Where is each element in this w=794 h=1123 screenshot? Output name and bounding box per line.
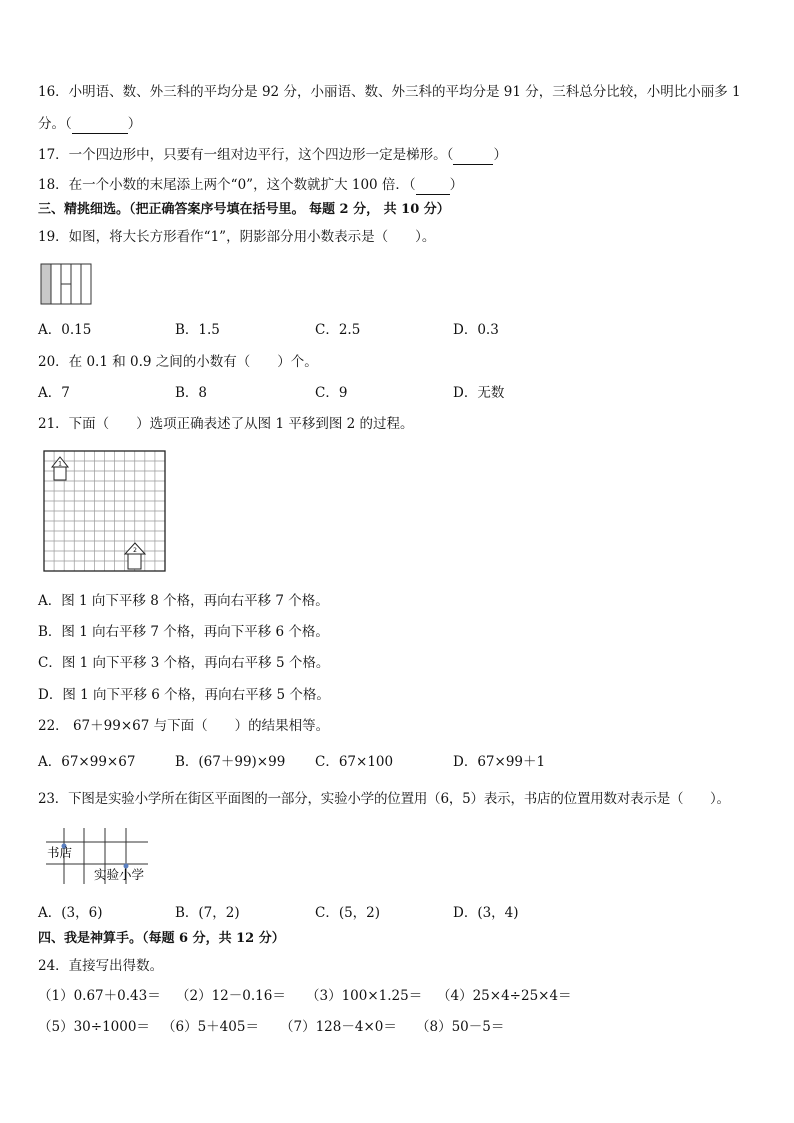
q24-item-3[interactable]: （3）100×1.25＝ [306,988,423,1004]
section-4-heading: 四、我是神算手。（每题 6 分，共 12 分） [38,931,285,946]
q17-text: 17．一个四边形中，只要有一组对边平行，这个四边形一定是梯形。（ [38,147,454,163]
figure-2-label: 2 [133,547,137,554]
bookstore-label: 书店 [47,845,73,860]
q21-option-d[interactable]: D．图 1 向下平移 6 个格，再向右平移 5 个格。 [38,687,330,703]
q20-option-a[interactable]: A．7 [38,385,70,401]
q17 [38,146,507,165]
q21-stem: 21．下面（ ）选项正确表述了从图 1 平移到图 2 的过程。 [38,416,414,432]
q19-option-c[interactable]: C．2.5 [315,322,361,338]
q16-prefix: 分。（ [38,116,72,132]
q21-option-b[interactable]: B．图 1 向右平移 7 个格，再向下平移 6 个格。 [38,624,329,640]
q17-suffix: ） [493,147,507,163]
answer-blank[interactable] [72,115,128,134]
school-label: 实验小学 [94,867,145,882]
q23-option-d[interactable]: D．(3，4) [453,905,519,921]
figure-1-label: 1 [58,460,62,468]
q18-text: 18．在一个小数的末尾添上两个“0”，这个数就扩大 100 倍．（ [38,177,416,193]
answer-blank[interactable] [453,146,493,165]
q18 [38,176,463,195]
figure-2-house [125,543,145,569]
q21-grid-figure [42,449,168,573]
shaded-strip [41,264,51,304]
q16-suffix: ） [127,116,142,132]
q21-option-a[interactable]: A．图 1 向下平移 8 个格，再向右平移 7 个格。 [38,593,329,609]
section-3-heading: 三、精挑细选。（把正确答案序号填在括号里。 每题 2 分， 共 10 分） [38,202,450,217]
q24-item-2[interactable]: （2）12－0.16＝ [176,988,286,1004]
q18-suffix: ） [449,177,464,193]
q22-option-a[interactable]: A．67×99×67 [38,754,136,770]
answer-blank[interactable] [416,176,450,195]
q22-option-c[interactable]: C．67×100 [315,754,394,770]
q21-option-c[interactable]: C．图 1 向下平移 3 个格，再向右平移 5 个格。 [38,655,330,671]
q24-stem: 24．直接写出得数。 [38,958,164,974]
q19-option-a[interactable]: A．0.15 [38,322,92,338]
q23-option-c[interactable]: C．(5，2) [315,905,381,921]
q23-option-b[interactable]: B．(7，2) [175,905,240,921]
q20-option-c[interactable]: C．9 [315,385,348,401]
q23-stem: 23．下图是实验小学所在街区平面图的一部分，实验小学的位置用（6，5）表示，书店的位置用数对表示是（ ）。 [38,791,730,807]
q20-option-b[interactable]: B．8 [175,385,208,401]
q24-item-6[interactable]: （6）5＋405＝ [162,1019,259,1035]
q19-option-b[interactable]: B．1.5 [175,322,220,338]
q16-line1: 16．小明语、数、外三科的平均分是 92 分，小丽语、数、外三科的平均分是 91 分，三科总分比较，小明比小丽多 1 [38,84,741,100]
q24-item-4[interactable]: （4）25×4÷25×4＝ [437,988,572,1004]
q22-option-d[interactable]: D．67×99＋1 [453,754,546,770]
q24-item-8[interactable]: （8）50－5＝ [416,1019,505,1035]
q20-option-d[interactable]: D．无数 [453,385,505,401]
q19-rectangle-figure [40,263,92,305]
q23-street-map [44,826,168,888]
q24-item-7[interactable]: （7）128－4×0＝ [280,1019,397,1035]
q24-item-1[interactable]: （1）0.67＋0.43＝ [38,988,161,1004]
q22-stem: 22． 67＋99×67 与下面（ ）的结果相等。 [38,718,330,734]
q16-line2 [38,115,141,134]
q19-stem: 19．如图，将大长方形看作“1”，阴影部分用小数表示是（ ）。 [38,229,436,245]
q20-stem: 20．在 0.1 和 0.9 之间的小数有（ ）个。 [38,354,318,370]
q24-item-5[interactable]: （5）30÷1000＝ [38,1019,150,1035]
q19-option-d[interactable]: D．0.3 [453,322,499,338]
q23-option-a[interactable]: A．(3，6) [38,905,103,921]
q22-option-b[interactable]: B．(67＋99)×99 [175,754,286,770]
